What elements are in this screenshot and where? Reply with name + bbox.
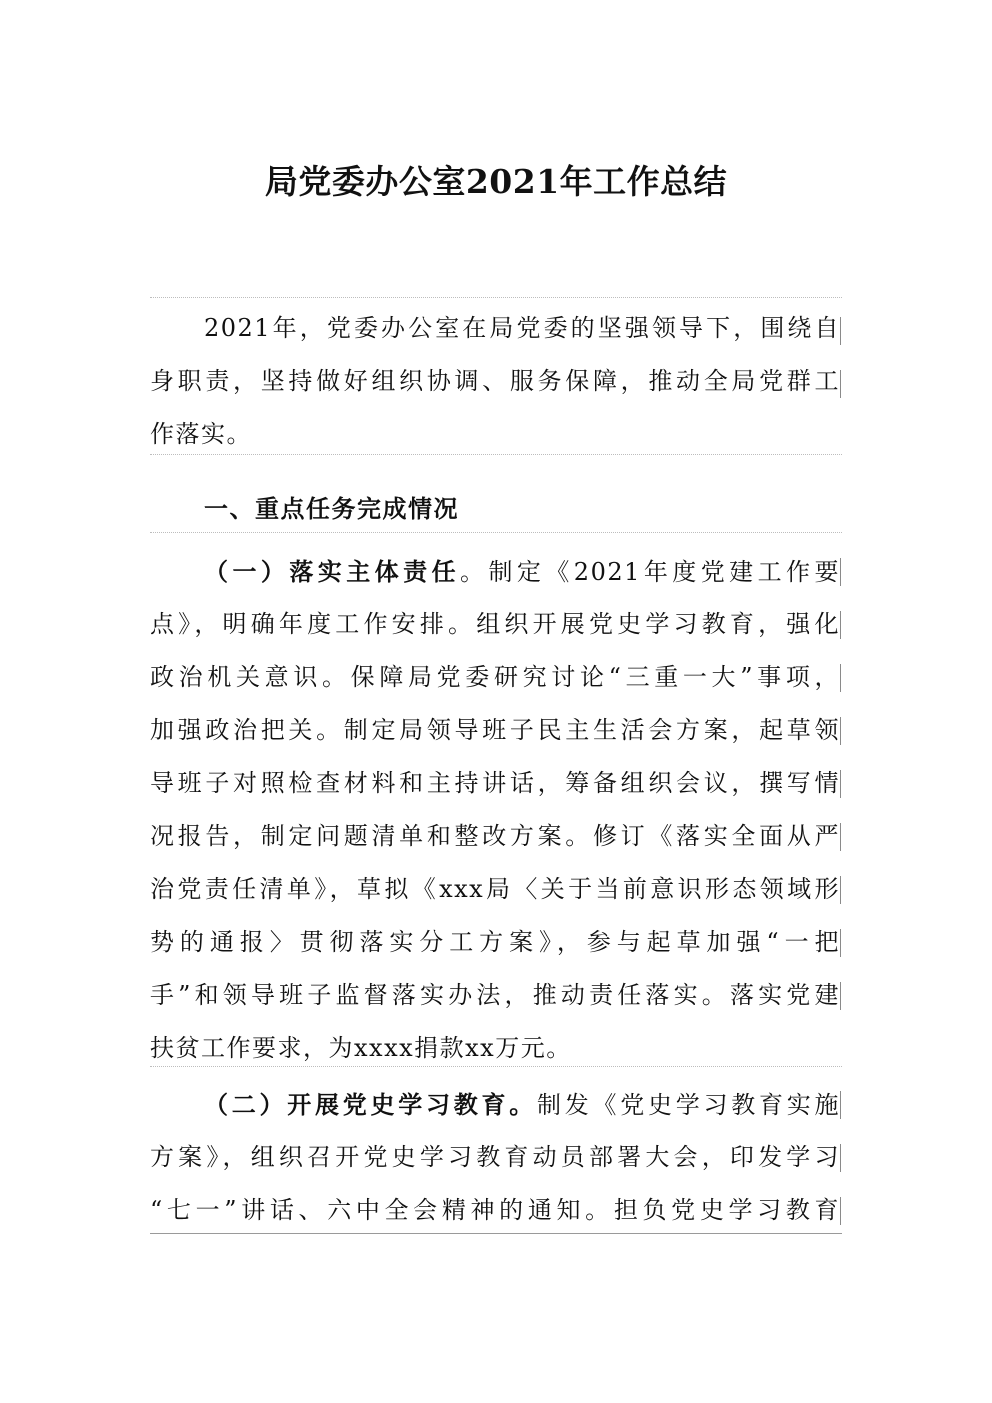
paragraph-line: 加强政治把关。制定局领导班子民主生活会方案，起草领 bbox=[150, 716, 840, 744]
subsection-1-paragraph bbox=[150, 545, 840, 1075]
block-divider bbox=[150, 1233, 842, 1234]
margin-marker bbox=[840, 770, 841, 798]
block-divider bbox=[150, 297, 842, 298]
paragraph-line: 扶贫工作要求，为xxxx捐款xx万元。 bbox=[150, 1034, 572, 1062]
subsection-2-paragraph bbox=[150, 1078, 840, 1237]
block-divider bbox=[150, 454, 842, 455]
subsection-heading: （一）落实主体责任 bbox=[204, 557, 461, 586]
block-divider bbox=[150, 532, 842, 533]
margin-marker bbox=[840, 664, 841, 692]
paragraph-line bbox=[150, 1078, 840, 1131]
margin-marker bbox=[840, 823, 841, 851]
paragraph-line: 政治机关意识。保障局党委研究讨论“三重一大”事项， bbox=[150, 663, 840, 691]
paragraph-line: 况报告，制定问题清单和整改方案。修订《落实全面从严 bbox=[150, 822, 840, 850]
section-heading-block bbox=[150, 482, 840, 535]
paragraph-text: 制发《党史学习教育实施 bbox=[537, 1091, 840, 1119]
margin-marker bbox=[840, 317, 841, 345]
section-heading: 一、重点任务完成情况 bbox=[204, 494, 459, 523]
margin-marker bbox=[840, 982, 841, 1010]
block-divider bbox=[150, 1066, 842, 1067]
document-title: 局党委办公室2021年工作总结 bbox=[264, 162, 728, 201]
paragraph-line: 作落实。 bbox=[150, 420, 252, 448]
margin-marker bbox=[840, 876, 841, 904]
paragraph-line: 方案》，组织召开党史学习教育动员部署大会，印发学习 bbox=[150, 1143, 840, 1171]
margin-marker bbox=[840, 370, 841, 398]
paragraph-line: 身职责，坚持做好组织协调、服务保障，推动全局党群工 bbox=[150, 367, 840, 395]
paragraph-line bbox=[150, 545, 840, 598]
margin-marker bbox=[840, 717, 841, 745]
paragraph-text: 。制定《2021年度党建工作要 bbox=[460, 558, 840, 586]
paragraph-line: 势的通报〉贯彻落实分工方案》，参与起草加强“一把 bbox=[150, 928, 840, 956]
margin-marker bbox=[840, 558, 841, 586]
paragraph-line: 导班子对照检查材料和主持讲话，筹备组织会议，撰写情 bbox=[150, 769, 840, 797]
paragraph-line: 治党责任清单》，草拟《xxx局〈关于当前意识形态领域形 bbox=[150, 875, 840, 903]
intro-paragraph bbox=[150, 302, 840, 461]
margin-marker bbox=[840, 611, 841, 639]
paragraph-line: 点》，明确年度工作安排。组织开展党史学习教育，强化 bbox=[150, 610, 840, 638]
paragraph-line: 手”和领导班子监督落实办法，推动责任落实。落实党建 bbox=[150, 981, 840, 1009]
subsection-heading: （二）开展党史学习教育。 bbox=[204, 1090, 537, 1119]
paragraph-line: 2021年，党委办公室在局党委的坚强领导下，围绕自 bbox=[204, 314, 840, 342]
margin-marker bbox=[840, 929, 841, 957]
margin-marker bbox=[840, 1091, 841, 1119]
margin-marker bbox=[840, 1197, 841, 1225]
margin-marker bbox=[840, 1144, 841, 1172]
paragraph-line: “七一”讲话、六中全会精神的通知。担负党史学习教育 bbox=[150, 1196, 840, 1224]
